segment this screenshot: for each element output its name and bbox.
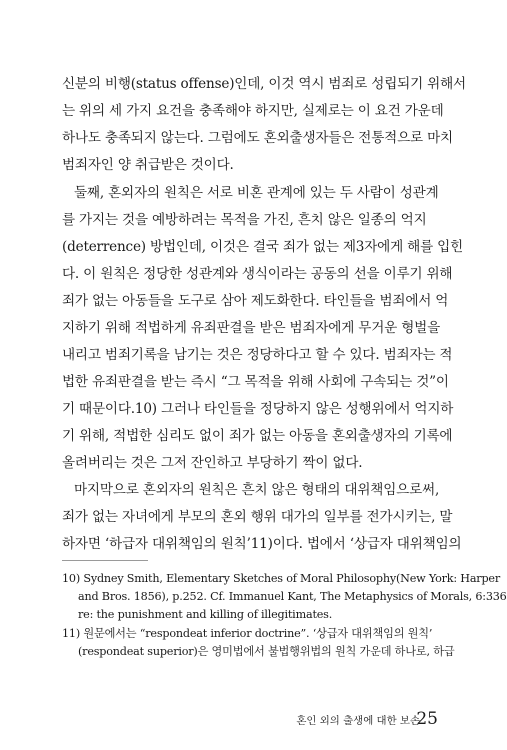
body-line: 다. 이 원칙은 정당한 성관계와 생식이라는 공동의 선을 이루기 위해 [62,266,453,282]
body-line: 죄가 없는 자녀에게 부모의 혼외 행위 대가의 일부를 전가시키는, 말 [62,509,453,525]
footnote-10-line-2: and Bros. 1856), p.252. Cf. Immanuel Kant, The Metaphysics of Morals, 6:336 [78,590,507,603]
footnote-10-line-1: 10) Sydney Smith, Elementary Sketches of Moral Philosophy(New York: Harper [62,572,500,585]
body-line: 기 때문이다.10) 그러나 타인들을 정당하지 않은 성행위에서 억지하 [62,401,454,417]
body-line: 기 위해, 적법한 심리도 없이 죄가 없는 아동을 혼외출생자의 기록에 [62,428,453,444]
body-line: 하나도 충족되지 않는다. 그럼에도 혼외출생자들은 전통적으로 마치 [62,130,453,146]
body-line: 지하기 위해 적법하게 유죄판결을 받은 범죄자에게 무거운 형벌을 [62,320,440,336]
footnote-11-line-2: (respondeat superior)은 영미법에서 불법행위법의 원칙 가운데 하나로, 하급 [78,645,455,658]
body-line: 내리고 범죄기록을 남기는 것은 정당하다고 할 수 있다. 범죄자는 적 [62,347,453,363]
body-line: (deterrence) 방법인데, 이것은 결국 죄가 없는 제3자에게 해를 입힌 [62,239,464,255]
paragraph-start: 둘째, 혼외자의 원칙은 서로 비혼 관계에 있는 두 사람이 성관계 [74,185,439,201]
running-title: 혼인 외의 출생에 대한 보손 [296,715,420,727]
body-line: 를 가지는 것을 예방하려는 목적을 가진, 흔치 않은 일종의 억지 [62,212,427,228]
footnote-11-line-1: 11) 원문에서는 “respondeat inferior doctrine”. ‘상급자 대위책임의 원칙’ [62,627,433,640]
body-line: 하자면 ‘하급자 대위책임의 원칙’11)이다. 법에서 ‘상급자 대위책임의 [62,536,462,552]
page-number: 25 [416,709,438,729]
paragraph-start: 마지막으로 혼외자의 원칙은 흔치 않은 형태의 대위책임으로써, [74,482,440,498]
body-line: 신분의 비행(status offense)인데, 이것 역시 범죄로 성립되기 위해서 [62,76,466,92]
body-line: 죄가 없는 아동들을 도구로 삼아 제도화한다. 타인들을 범죄에서 억 [62,293,449,309]
body-line: 법한 유죄판결을 받는 즉시 “그 목적을 위해 사회에 구속되는 것”이 [62,374,449,390]
footnote-10-line-3: re: the punishment and killing of illegitimates. [78,608,333,621]
body-line: 범죄자인 양 취급받은 것이다. [62,157,234,173]
body-line: 는 위의 세 가지 요건을 충족해야 하지만, 실제로는 이 요건 가운데 [62,103,444,119]
body-line: 올려버리는 것은 그저 잔인하고 부당하기 짝이 없다. [62,455,363,471]
footnote-divider [62,560,148,561]
